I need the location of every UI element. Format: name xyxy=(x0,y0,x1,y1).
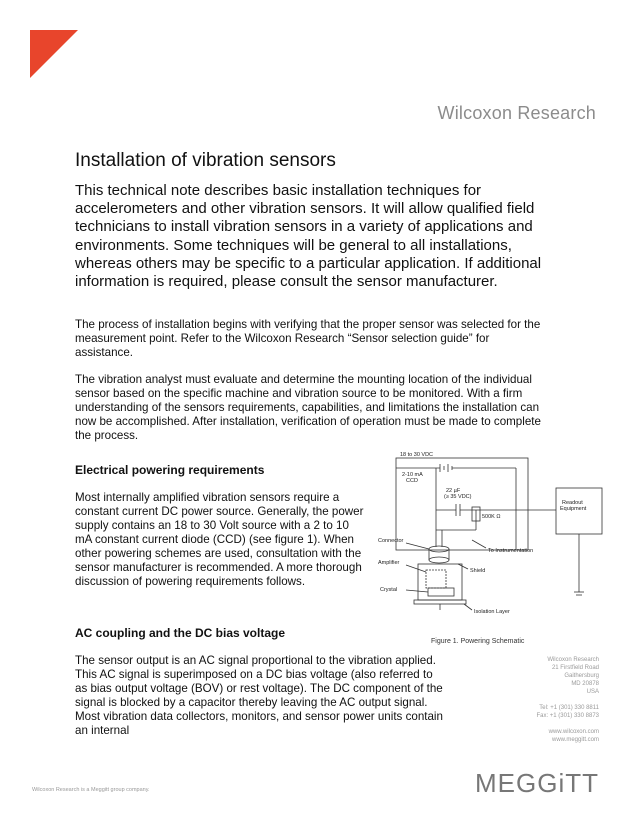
body-paragraph-1: The process of installation begins with verifying that the proper sensor was selected for the measurement point. Refer to the Wilcoxon Research “Sensor selection guide” for assistance. xyxy=(75,318,541,359)
figure-caption: Figure 1. Powering Schematic xyxy=(431,638,525,645)
address-street: 21 Firstfield Road xyxy=(551,665,599,671)
leader-instrumentation xyxy=(472,540,486,548)
header-brand: Wilcoxon Research xyxy=(437,103,596,123)
company-address xyxy=(536,656,599,744)
label-isolation: Isolation Layer xyxy=(474,609,510,615)
label-amplifier: Amplifier xyxy=(378,560,400,566)
label-cap-2: (≥ 35 VDC) xyxy=(444,494,472,500)
label-connector: Connector xyxy=(378,538,404,544)
label-readout-2: Equipment xyxy=(560,506,587,512)
body-paragraph-2: The vibration analyst must evaluate and determine the mounting location of the individual sensor based on the specific machine and vibration source to be monitored. With a firm understanding of the sensors requirements, capabilities, and limitations the installation can now be accomplished. After installation, verification of operation must be made to complete the process. xyxy=(75,373,541,442)
address-tel: Tel: +1 (301) 330 8811 xyxy=(539,705,599,711)
leader-amplifier xyxy=(406,565,426,572)
crystal-block xyxy=(428,588,454,596)
label-ccd-2: CCD xyxy=(406,478,418,484)
powering-schematic-figure xyxy=(376,452,608,642)
leader-crystal xyxy=(406,590,428,592)
section-body-electrical: Most internally amplified vibration sensors require a constant current DC power source. Generally, the power supply contains an 18 to 30 Volt source with a 2 to 10 mA constant current diode (CCD) (see figure 1). When other powering schemes are used, consultation with the sensor manufacturer is recommended. A more thorough discussion of powering requirements follows. xyxy=(75,491,364,588)
address-web-meggitt: www.meggitt.com xyxy=(551,737,599,743)
connector-bottom xyxy=(429,557,449,563)
address-city: Gaithersburg xyxy=(564,673,599,679)
address-country: USA xyxy=(586,689,599,695)
address-company: Wilcoxon Research xyxy=(547,657,599,663)
sensor-housing xyxy=(418,564,462,600)
label-cap-1: 22 µF xyxy=(446,488,461,494)
address-state-zip: MD 20878 xyxy=(571,681,599,687)
label-ccd-1: 2-10 mA xyxy=(402,472,423,478)
section-body-ac-coupling: The sensor output is an AC signal proportional to the vibration applied. This AC signal is superimposed on a DC bias voltage (also referred to as bias output voltage (BOV) or rest voltage). The DC component of the signal is blocked by a capacitor thereby leaving the AC output signal. Most vibration data collectors, monitors, and sensor power units contain an internal xyxy=(75,654,443,737)
address-web-wilcoxon: www.wilcoxon.com xyxy=(548,729,599,735)
connector-top xyxy=(429,546,449,552)
meggitt-logo: MEGGiTT xyxy=(475,768,599,798)
label-to-instrumentation: To Instrumentation xyxy=(488,548,534,554)
address-fax: Fax: +1 (301) 330 8873 xyxy=(536,713,599,719)
section-heading-electrical: Electrical powering requirements xyxy=(75,463,265,477)
leader-isolation xyxy=(464,604,472,610)
label-shield: Shield xyxy=(470,568,486,574)
section-heading-ac-coupling: AC coupling and the DC bias voltage xyxy=(75,626,286,640)
intro-paragraph: This technical note describes basic installation techniques for accelerometers and other vibration sensors. It will allow qualified field technicians to install vibration sensors in a variety of applications and environments. Some techniques will be general to all installations, whereas others may be specific to a particular application. If additional information is required, please consult the sensor manufacturer. xyxy=(75,182,542,291)
footer-note: Wilcoxon Research is a Meggitt group company. xyxy=(32,787,150,793)
label-supply: 18 to 30 VDC xyxy=(400,452,434,458)
isolation-layer xyxy=(414,600,466,604)
page-title: Installation of vibration sensors xyxy=(75,150,336,171)
leader-shield xyxy=(458,564,468,569)
label-resistor: 500K Ω xyxy=(482,514,501,520)
amplifier-block xyxy=(426,570,446,588)
leader-connector xyxy=(406,543,429,549)
label-crystal: Crystal xyxy=(380,587,398,593)
corner-accent-triangle xyxy=(30,30,78,78)
label-readout-1: Readout xyxy=(562,500,583,506)
